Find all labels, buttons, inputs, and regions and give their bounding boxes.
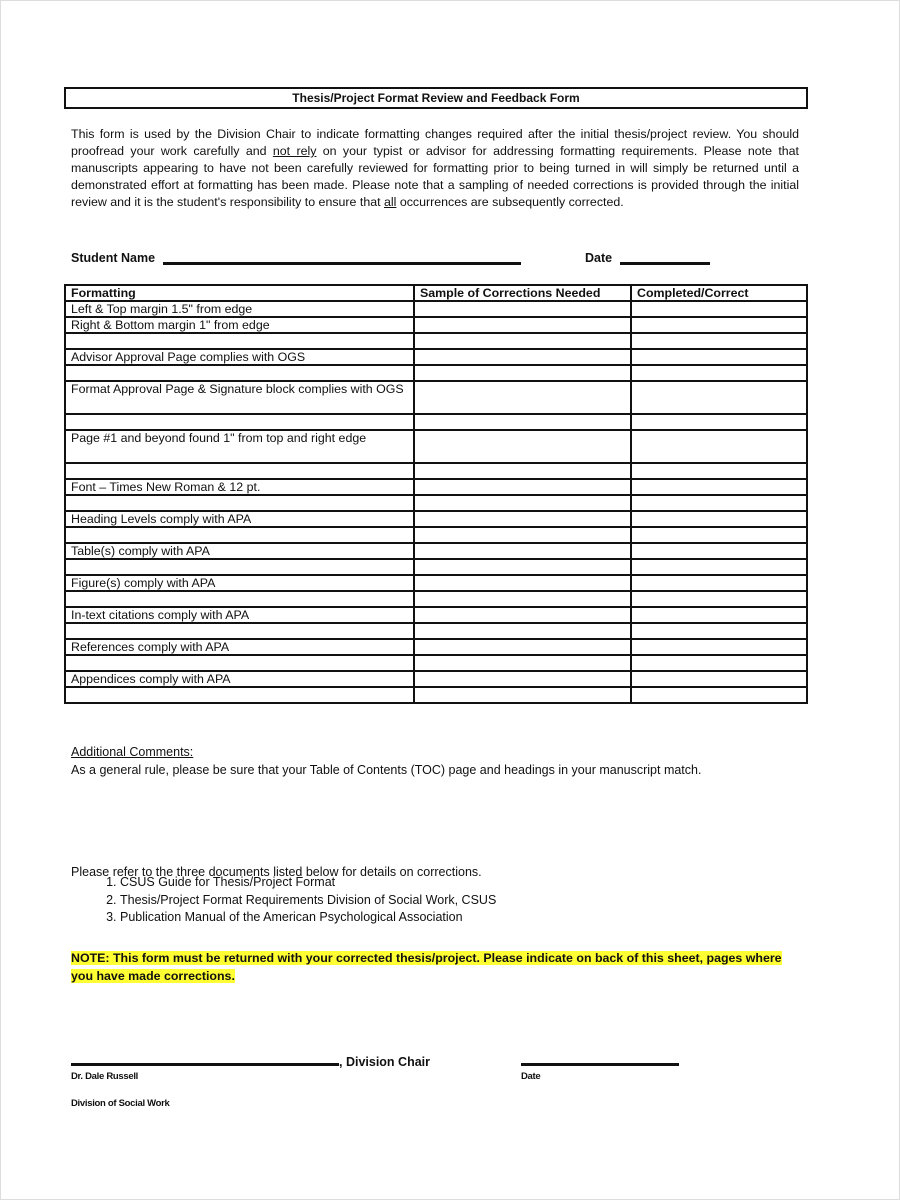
corrections-cell[interactable] — [414, 591, 631, 607]
completed-cell[interactable] — [631, 479, 807, 495]
table-row — [65, 495, 807, 511]
completed-cell[interactable] — [631, 639, 807, 655]
table-row — [65, 317, 807, 333]
table-row — [65, 365, 807, 381]
intro-underline: not rely — [272, 144, 317, 158]
table-row — [65, 333, 807, 349]
student-name-label: Student Name — [71, 251, 156, 265]
corrections-cell[interactable] — [414, 623, 631, 639]
completed-cell[interactable] — [631, 559, 807, 575]
corrections-cell[interactable] — [414, 559, 631, 575]
table-row — [65, 430, 807, 463]
signature-line[interactable] — [71, 1053, 339, 1066]
formatting-item — [65, 463, 414, 479]
list-item: 1. CSUS Guide for Thesis/Project Format — [120, 874, 496, 892]
completed-cell[interactable] — [631, 381, 807, 414]
table-row — [65, 639, 807, 655]
table-header-row — [65, 285, 807, 301]
formatting-item — [65, 687, 414, 703]
table-row — [65, 349, 807, 365]
corrections-cell[interactable] — [414, 639, 631, 655]
note-highlight: NOTE: This form must be returned with your corrected thesis/project. Please indicate on back of this sheet, pages where you have made corrections. — [71, 951, 782, 983]
corrections-cell[interactable] — [414, 511, 631, 527]
completed-cell[interactable] — [631, 623, 807, 639]
completed-cell[interactable] — [631, 511, 807, 527]
corrections-cell[interactable] — [414, 543, 631, 559]
note — [71, 949, 791, 985]
formatting-item: References comply with APA — [65, 639, 414, 655]
signature-date-line[interactable] — [521, 1063, 679, 1066]
comments-heading: Additional Comments: — [71, 745, 194, 759]
formatting-item: Format Approval Page & Signature block complies with OGS — [65, 381, 414, 414]
corrections-cell[interactable] — [414, 527, 631, 543]
table-row — [65, 671, 807, 687]
corrections-cell[interactable] — [414, 333, 631, 349]
completed-cell[interactable] — [631, 607, 807, 623]
table-row — [65, 527, 807, 543]
intro-underline: all — [384, 195, 397, 209]
corrections-cell[interactable] — [414, 671, 631, 687]
corrections-cell[interactable] — [414, 655, 631, 671]
formatting-item: Figure(s) comply with APA — [65, 575, 414, 591]
list-item: 3. Publication Manual of the American Psychological Association — [120, 909, 496, 927]
references-list — [93, 874, 496, 927]
table-row — [65, 463, 807, 479]
corrections-cell[interactable] — [414, 479, 631, 495]
formatting-item — [65, 414, 414, 430]
completed-cell[interactable] — [631, 527, 807, 543]
formatting-item — [65, 333, 414, 349]
completed-cell[interactable] — [631, 365, 807, 381]
completed-cell[interactable] — [631, 463, 807, 479]
header-completed: Completed/Correct — [631, 285, 807, 301]
table-row — [65, 559, 807, 575]
intro-paragraph — [71, 126, 799, 211]
corrections-cell[interactable] — [414, 463, 631, 479]
corrections-cell[interactable] — [414, 317, 631, 333]
form-title: Thesis/Project Format Review and Feedback Form — [64, 87, 808, 109]
table-row — [65, 511, 807, 527]
formatting-item: Font – Times New Roman & 12 pt. — [65, 479, 414, 495]
header-corrections: Sample of Corrections Needed — [414, 285, 631, 301]
intro-text: This form is used by the Division Chair to indicate formatting changes required after the initial thesis/project review. You should proofread your work carefully and — [71, 127, 799, 158]
corrections-cell[interactable] — [414, 414, 631, 430]
table-row — [65, 414, 807, 430]
table-row — [65, 607, 807, 623]
completed-cell[interactable] — [631, 495, 807, 511]
date-label: Date — [585, 251, 613, 265]
intro-text: on your typist or advisor for addressing formatting requirements. Please note that manuscripts appearing to have not been carefully reviewed for formatting prior to being turned in will simply be returned until a demonstrated effort at formatting has been made. Please note that a sampling of needed corrections is provided through the initial review and it is the student's responsibility to ensure that — [71, 144, 799, 209]
completed-cell[interactable] — [631, 333, 807, 349]
completed-cell[interactable] — [631, 414, 807, 430]
formatting-item — [65, 623, 414, 639]
corrections-cell[interactable] — [414, 687, 631, 703]
completed-cell[interactable] — [631, 349, 807, 365]
references-intro: Please refer to the three documents listed below for details on corrections. — [71, 865, 482, 879]
formatting-table — [64, 284, 808, 704]
formatting-item: In-text citations comply with APA — [65, 607, 414, 623]
corrections-cell[interactable] — [414, 301, 631, 317]
formatting-item: Page #1 and beyond found 1" from top and right edge — [65, 430, 414, 463]
formatting-item: Heading Levels comply with APA — [65, 511, 414, 527]
date-line[interactable] — [620, 252, 710, 265]
formatting-item: Appendices comply with APA — [65, 671, 414, 687]
completed-cell[interactable] — [631, 575, 807, 591]
signature-role: , Division Chair — [339, 1055, 430, 1069]
table-row — [65, 381, 807, 414]
completed-cell[interactable] — [631, 301, 807, 317]
formatting-item — [65, 591, 414, 607]
completed-cell[interactable] — [631, 655, 807, 671]
student-name-field[interactable] — [71, 251, 521, 265]
comments-text: As a general rule, please be sure that your Table of Contents (TOC) page and headings in your manuscript match. — [71, 763, 702, 777]
formatting-item — [65, 559, 414, 575]
table-row — [65, 479, 807, 495]
student-name-line[interactable] — [163, 252, 521, 265]
completed-cell[interactable] — [631, 591, 807, 607]
completed-cell[interactable] — [631, 671, 807, 687]
header-formatting: Formatting — [65, 285, 414, 301]
corrections-cell[interactable] — [414, 365, 631, 381]
formatting-item — [65, 655, 414, 671]
table-row — [65, 543, 807, 559]
formatting-item — [65, 527, 414, 543]
completed-cell[interactable] — [631, 543, 807, 559]
formatting-item: Advisor Approval Page complies with OGS — [65, 349, 414, 365]
list-item: 2. Thesis/Project Format Requirements Division of Social Work, CSUS — [120, 892, 496, 910]
division-name: Division of Social Work — [71, 1098, 170, 1109]
completed-cell[interactable] — [631, 430, 807, 463]
formatting-item: Right & Bottom margin 1" from edge — [65, 317, 414, 333]
table-row — [65, 655, 807, 671]
date-field[interactable] — [585, 251, 710, 265]
corrections-cell[interactable] — [414, 495, 631, 511]
corrections-cell[interactable] — [414, 575, 631, 591]
formatting-item: Table(s) comply with APA — [65, 543, 414, 559]
formatting-item — [65, 495, 414, 511]
signature-block — [71, 1053, 430, 1069]
formatting-item: Left & Top margin 1.5" from edge — [65, 301, 414, 317]
table-row — [65, 591, 807, 607]
completed-cell[interactable] — [631, 687, 807, 703]
table-row — [65, 575, 807, 591]
signer-name: Dr. Dale Russell — [71, 1071, 139, 1082]
formatting-item — [65, 365, 414, 381]
intro-text: occurrences are subsequently corrected. — [396, 195, 624, 209]
corrections-cell[interactable] — [414, 430, 631, 463]
completed-cell[interactable] — [631, 317, 807, 333]
table-row — [65, 301, 807, 317]
table-row — [65, 687, 807, 703]
signature-date-label: Date — [521, 1071, 541, 1082]
table-row — [65, 623, 807, 639]
corrections-cell[interactable] — [414, 349, 631, 365]
corrections-cell[interactable] — [414, 607, 631, 623]
corrections-cell[interactable] — [414, 381, 631, 414]
